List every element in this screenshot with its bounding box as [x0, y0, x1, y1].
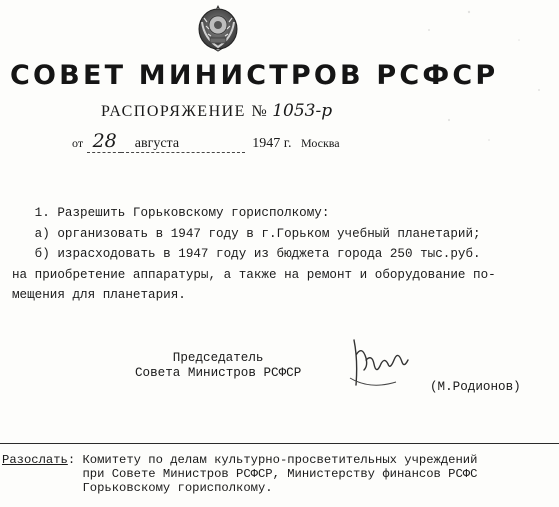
- distribution-label: Разослать: [2, 453, 68, 467]
- body-line: 1. Разрешить Горьковскому горисполкому:: [12, 206, 330, 220]
- order-body: [12, 203, 557, 306]
- date-line: [72, 130, 340, 153]
- body-line: на приобретение аппаратуры, а также на ремонт и оборудование по-: [12, 267, 496, 282]
- distribution-block: Разослать: Комитету по делам культурно-просветительных учреждений при Совете Министров РСФСР, Министерству финансов РСФС Горьковскому горисполкому.: [2, 453, 478, 495]
- rsfsr-coat-of-arms-icon: [196, 4, 240, 52]
- handwritten-signature-icon: [340, 330, 420, 400]
- order-label: РАСПОРЯЖЕНИЕ №: [101, 103, 269, 120]
- order-line: [101, 101, 332, 121]
- signatory-title-line: Совета Министров РСФСР: [135, 366, 302, 380]
- distribution-line: при Совете Министров РСФСР, Министерству финансов РСФС: [82, 467, 478, 481]
- date-year: 1947 г.: [252, 136, 292, 151]
- divider-line: [0, 443, 559, 444]
- order-number: 1053-р: [272, 101, 333, 121]
- document-title: СОВЕТ МИНИСТРОВ РСФСР: [10, 60, 499, 91]
- body-line: б) израсходовать в 1947 году из бюджета города 250 тыс.руб.: [12, 247, 481, 261]
- distribution-line: Комитету по делам культурно-просветительных учреждений: [82, 453, 478, 467]
- date-prefix: от: [72, 136, 84, 150]
- signatory-name: (М.Родионов): [430, 380, 521, 394]
- signatory-title-line: Председатель: [172, 351, 264, 365]
- distribution-line: Горьковскому горисполкому.: [82, 481, 273, 495]
- date-city: Москва: [300, 136, 340, 150]
- signatory-title: [135, 351, 301, 381]
- body-line: мещения для планетария.: [12, 288, 186, 302]
- date-month: августа: [121, 136, 245, 153]
- body-line: а) организовать в 1947 году в г.Горьком учебный планетарий;: [12, 226, 481, 241]
- date-day: 28: [92, 130, 117, 152]
